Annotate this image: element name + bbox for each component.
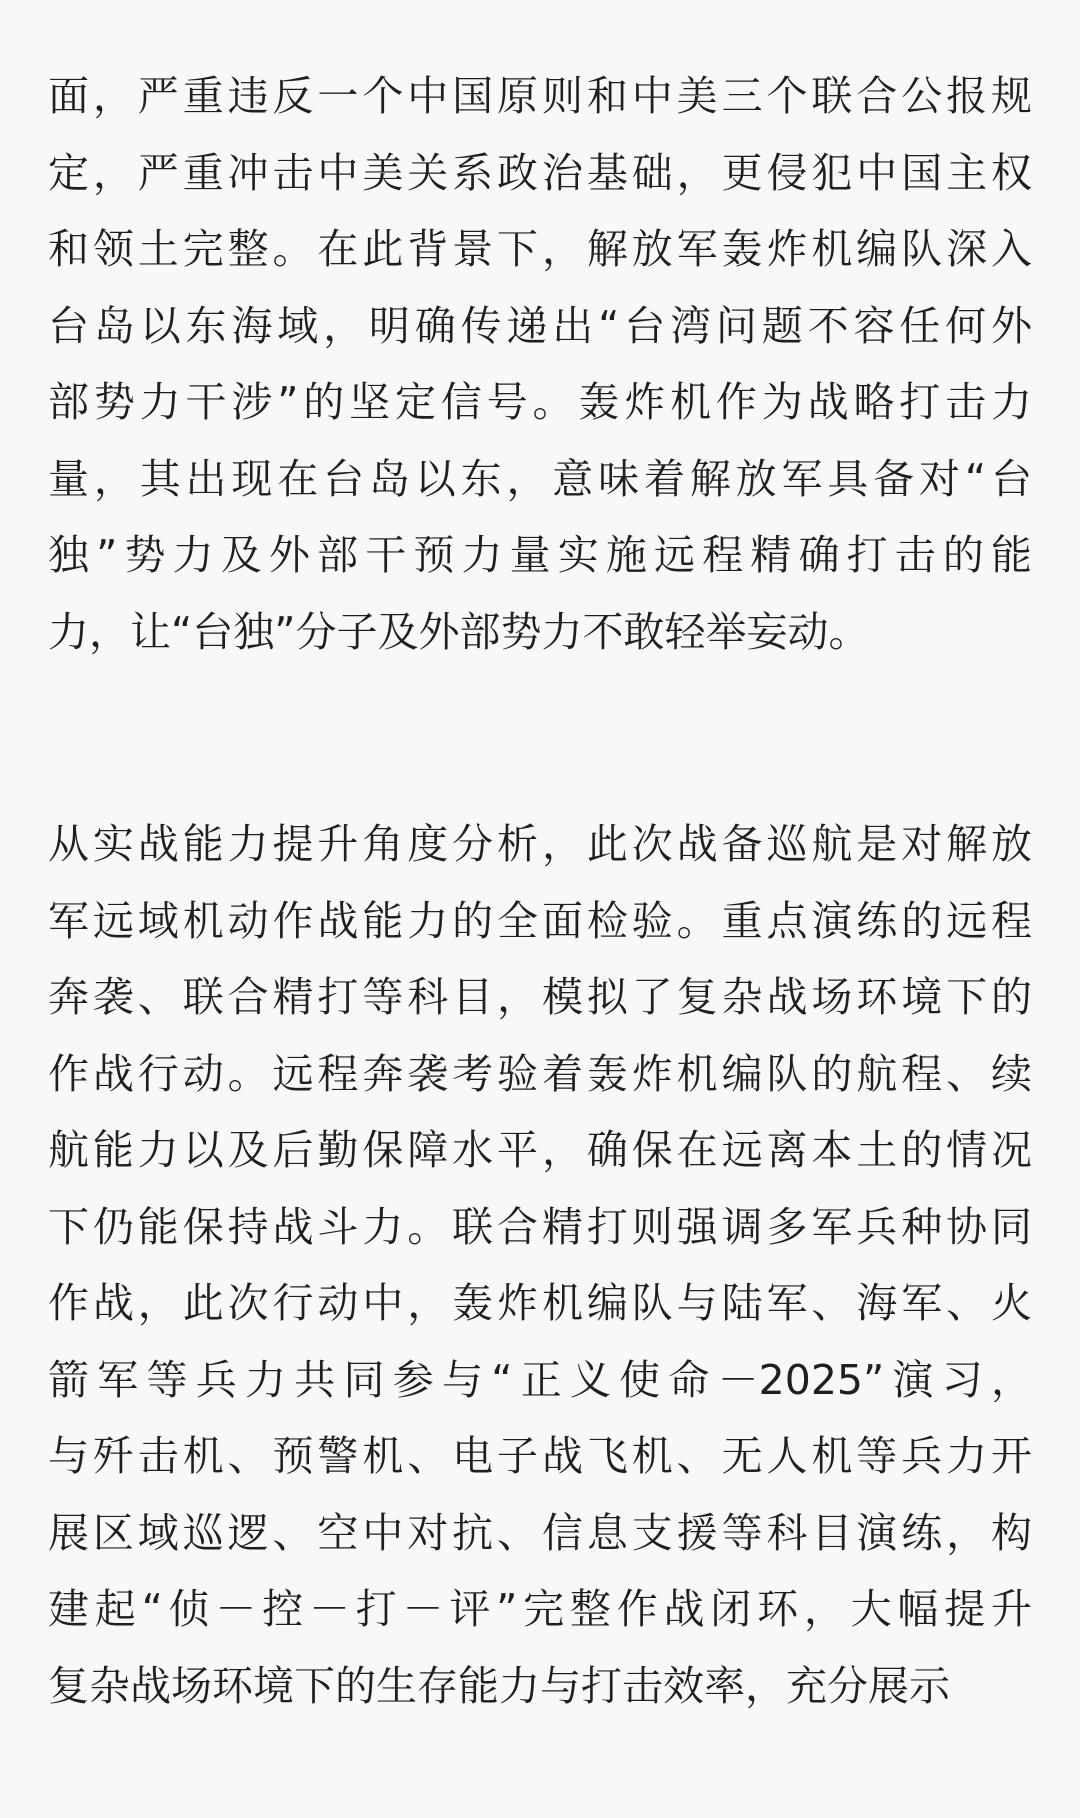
paragraph-line: 下仍能保持战斗力。联合精打则强调多军兵种协同 (48, 1202, 1032, 1251)
article-paragraph (48, 58, 1032, 670)
paragraph-line: 建起“侦－控－打－评”完整作战闭环，大幅提升 (48, 1585, 1032, 1633)
paragraph-line: 台岛以东海域，明确传递出“台湾问题不容任何外 (48, 301, 1032, 350)
paragraph-line: 箭军等兵力共同参与“正义使命－2025”演习， (48, 1355, 1032, 1404)
paragraph-line: 独”势力及外部干预力量实施远程精确打击的能 (48, 531, 1032, 579)
paragraph-line: 部势力干涉”的坚定信号。轰炸机作为战略打击力 (48, 378, 1032, 426)
paragraph-line: 展区域巡逻、空中对抗、信息支援等科目演练，构 (48, 1508, 1032, 1557)
paragraph-line: 军远域机动作战能力的全面检验。重点演练的远程 (48, 896, 1032, 945)
paragraph-line: 和领土完整。在此背景下，解放军轰炸机编队深入 (48, 225, 1032, 273)
paragraph-line: 从实战能力提升角度分析，此次战备巡航是对解放 (48, 820, 1032, 868)
paragraph-line: 复杂战场环境下的生存能力与打击效率，充分展示 (48, 1661, 950, 1710)
paragraph-line: 定，严重冲击中美关系政治基础，更侵犯中国主权 (48, 148, 1032, 197)
paragraph-line: 作战行动。远程奔袭考验着轰炸机编队的航程、续 (48, 1049, 1032, 1098)
paragraph-line: 奔袭、联合精打等科目，模拟了复杂战场环境下的 (48, 973, 1032, 1021)
article-paragraph (48, 806, 1032, 1724)
paragraph-line: 力，让“台独”分子及外部势力不敢轻举妄动。 (48, 607, 870, 656)
paragraph-line: 量，其出现在台岛以东，意味着解放军具备对“台 (48, 454, 1032, 503)
paragraph-line: 航能力以及后勤保障水平，确保在远离本土的情况 (48, 1126, 1032, 1174)
paragraph-line: 面，严重违反一个中国原则和中美三个联合公报规 (48, 72, 1032, 120)
paragraph-line: 作战，此次行动中，轰炸机编队与陆军、海军、火 (48, 1279, 1032, 1327)
paragraph-line: 与歼击机、预警机、电子战飞机、无人机等兵力开 (48, 1432, 1032, 1480)
